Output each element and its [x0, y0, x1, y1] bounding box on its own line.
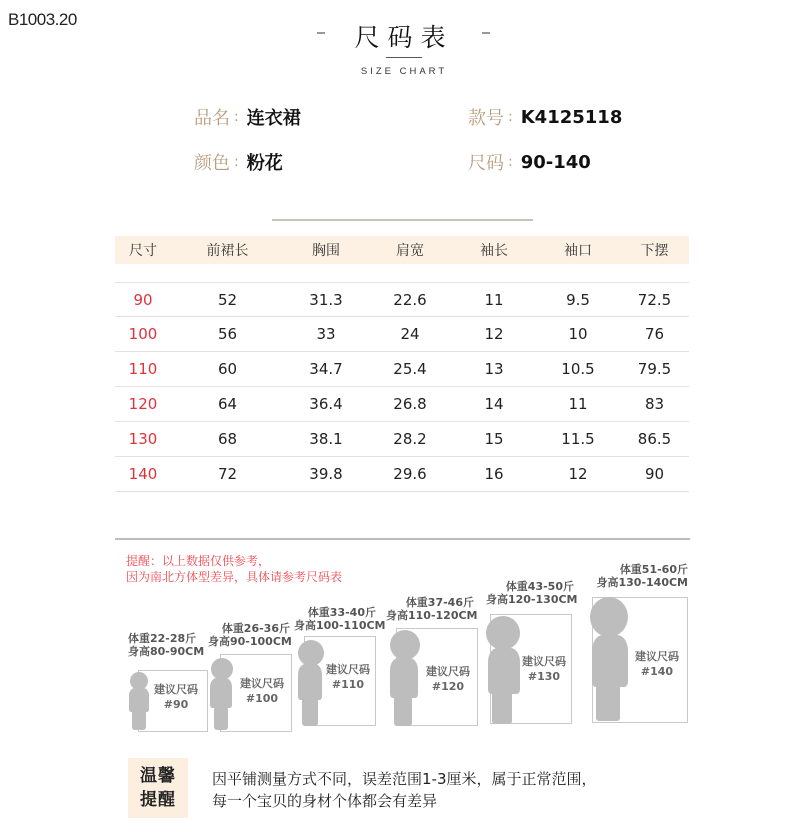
table-cell: 38.1 — [309, 430, 343, 448]
info-label: 尺码 — [468, 153, 504, 174]
figure-weight: 体重37-46斤 — [405, 596, 474, 609]
info-style-number — [468, 104, 622, 130]
warning-line-2: 因为南北方体型差异，具体请参考尺码表 — [126, 570, 343, 584]
header-cell: 袖口 — [564, 243, 592, 259]
table-row — [115, 387, 689, 422]
table-cell: 83 — [644, 395, 665, 413]
figure-recommendation — [320, 662, 376, 692]
figure-weight: 体重33-40斤 — [307, 606, 376, 619]
product-code: B1003.20 — [8, 10, 77, 29]
header-cell: 胸围 — [312, 243, 340, 259]
table-cell: 79.5 — [637, 360, 672, 378]
info-label: 款号 — [468, 108, 504, 129]
table-cell: 60 — [217, 360, 238, 378]
page-title: 尺码表 — [354, 23, 454, 52]
table-cell: 72 — [217, 465, 238, 483]
info-value: 粉花 — [246, 153, 283, 174]
info-colon: : — [508, 154, 513, 170]
figure-height: 身高80-90CM — [128, 645, 205, 658]
figure-weight: 体重51-60斤 — [619, 563, 688, 576]
size-table — [115, 236, 689, 492]
recommend-label: 建议尺码 — [426, 665, 470, 678]
table-cell: 33 — [316, 325, 336, 343]
table-cell: 72.5 — [637, 290, 672, 309]
recommend-size: #130 — [527, 670, 561, 683]
figure-metrics — [128, 632, 204, 658]
figure-weight: 体重26-36斤 — [221, 622, 290, 635]
size-cell: 90 — [133, 290, 153, 309]
table-header — [115, 236, 689, 264]
tips-badge — [128, 758, 188, 818]
warning-line-1: 提醒：以上数据仅供参考， — [126, 554, 271, 568]
figure-height: 身高90-100CM — [208, 635, 292, 648]
table-cell: 12 — [568, 465, 588, 483]
info-colon: : — [234, 154, 239, 170]
table-cell: 56 — [217, 325, 238, 343]
table-cell: 68 — [217, 430, 238, 448]
figure-recommendation — [148, 682, 204, 712]
recommend-label: 建议尺码 — [326, 663, 370, 676]
table-cell: 36.4 — [309, 395, 343, 413]
info-product-name — [194, 104, 301, 130]
figure-height: 身高100-110CM — [294, 619, 386, 632]
info-colon: : — [508, 109, 513, 125]
header-cell: 肩宽 — [396, 243, 424, 259]
info-label: 品名 — [194, 108, 230, 129]
tips-text-line-1: 因平铺测量方式不同，误差范围1-3厘米，属于正常范围， — [212, 770, 597, 788]
recommend-size: #110 — [331, 678, 365, 691]
table-row — [115, 282, 689, 317]
table-cell: 11 — [568, 395, 588, 413]
tips-text — [212, 768, 597, 812]
table-cell: 28.2 — [393, 430, 427, 448]
table-cell: 14 — [484, 395, 504, 413]
figure-recommendation — [234, 676, 290, 706]
table-row — [115, 317, 689, 352]
table-cell: 64 — [217, 395, 238, 413]
header-cell: 下摆 — [640, 243, 669, 259]
recommend-size: #120 — [431, 680, 465, 693]
table-cell: 22.6 — [393, 290, 427, 309]
table-cell: 52 — [217, 290, 238, 309]
table-cell: 76 — [644, 325, 665, 343]
table-row — [115, 422, 689, 457]
page-subtitle: SIZE CHART — [360, 66, 448, 77]
recommend-label: 建议尺码 — [240, 677, 284, 690]
tips-badge-line-2: 提醒 — [140, 790, 176, 810]
figure-weight: 体重43-50斤 — [505, 580, 574, 593]
table-row — [115, 457, 689, 492]
table-row — [115, 352, 689, 387]
table-cell: 90 — [644, 465, 665, 483]
figure-metrics — [208, 622, 290, 648]
table-cell: 11.5 — [561, 430, 595, 448]
title-underline — [386, 57, 422, 58]
figure-recommendation — [628, 649, 686, 679]
table-cell: 26.8 — [393, 395, 427, 413]
recommend-label: 建议尺码 — [522, 655, 566, 668]
table-cell: 11 — [484, 290, 504, 309]
table-cell: 39.8 — [309, 465, 343, 483]
recommend-label: 建议尺码 — [635, 650, 679, 663]
figure-metrics — [590, 563, 688, 589]
table-cell: 15 — [484, 430, 504, 448]
figure-metrics — [486, 580, 578, 606]
table-cell: 10.5 — [561, 360, 595, 378]
size-cell: 130 — [128, 430, 158, 448]
info-value: 90-140 — [520, 151, 591, 173]
table-cell: 24 — [400, 325, 420, 343]
figure-weight: 体重22-28斤 — [128, 632, 197, 645]
table-cell: 9.5 — [566, 290, 590, 309]
figure-metrics — [294, 606, 386, 632]
table-cell: 25.4 — [393, 360, 427, 378]
figure-height: 身高120-130CM — [486, 593, 578, 606]
section-divider — [115, 538, 690, 540]
header-cell: 前裙长 — [206, 243, 249, 259]
table-cell: 86.5 — [637, 430, 672, 448]
figure-metrics — [386, 596, 478, 622]
info-divider — [272, 219, 533, 221]
size-cell: 120 — [128, 395, 158, 413]
recommend-size: #140 — [640, 665, 674, 678]
table-cell: 29.6 — [393, 465, 427, 483]
table-cell: 31.3 — [309, 290, 343, 309]
recommend-size: #90 — [163, 698, 189, 711]
figure-height: 身高110-120CM — [386, 609, 478, 622]
table-cell: 16 — [484, 465, 504, 483]
info-value: K4125118 — [520, 106, 623, 128]
header-cell: 尺寸 — [129, 243, 157, 259]
recommend-label: 建议尺码 — [154, 683, 198, 696]
recommend-size: #100 — [245, 692, 279, 705]
title-dash-right — [482, 32, 490, 34]
reference-warning — [126, 553, 342, 585]
table-cell: 12 — [484, 325, 504, 343]
tips-badge-line-1: 温馨 — [140, 766, 176, 786]
info-size-range — [468, 149, 591, 175]
title-wrap — [0, 18, 808, 54]
size-cell: 100 — [128, 325, 158, 343]
info-colon: : — [234, 109, 239, 125]
figure-recommendation — [516, 654, 572, 684]
figure-recommendation — [420, 664, 476, 694]
info-color — [194, 149, 283, 175]
tips-text-line-2: 每一个宝贝的身材个体都会有差异 — [212, 792, 438, 810]
header-cell: 袖长 — [480, 243, 508, 259]
figure-height: 身高130-140CM — [596, 576, 688, 589]
size-cell: 140 — [128, 465, 158, 483]
table-cell: 34.7 — [309, 360, 343, 378]
size-cell: 110 — [128, 360, 158, 378]
info-value: 连衣裙 — [246, 108, 301, 129]
info-label: 颜色 — [194, 153, 230, 174]
table-cell: 10 — [568, 325, 588, 343]
table-cell: 13 — [484, 360, 504, 378]
